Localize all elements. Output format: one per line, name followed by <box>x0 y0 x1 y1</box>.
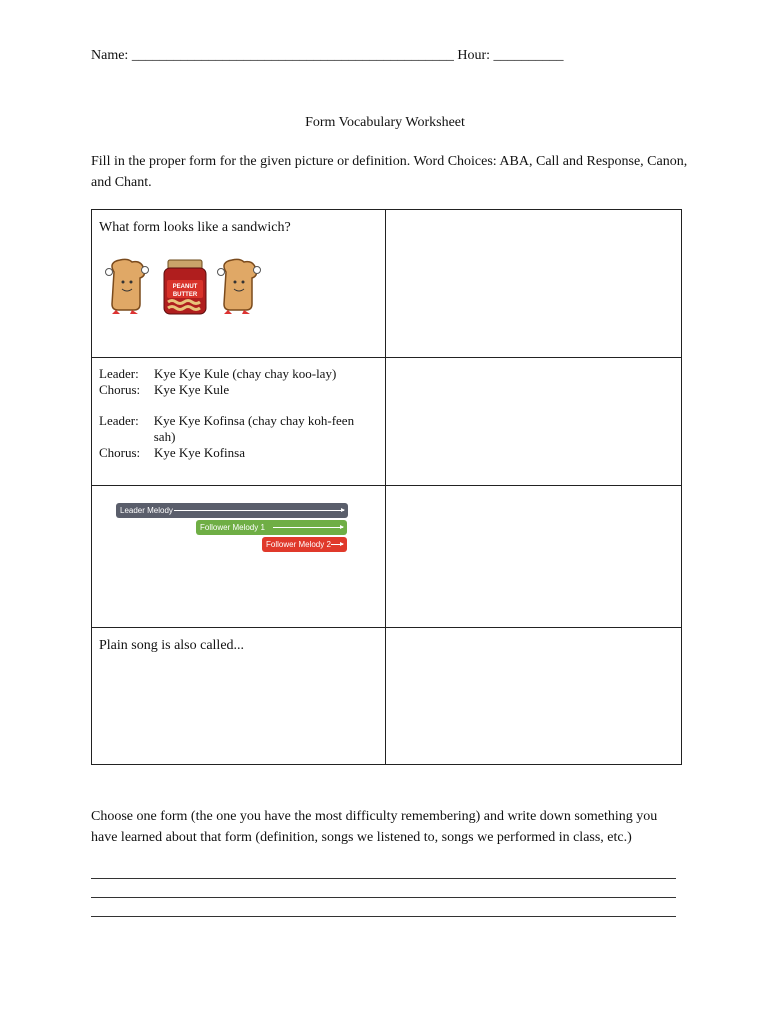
hour-blank[interactable]: __________ <box>493 48 564 63</box>
lyric-role: Leader: <box>99 366 139 381</box>
jar-label-line1: PEANUT <box>172 284 198 290</box>
reflection-prompt: Choose one form (the one you have the most difficulty remembering) and write down something you have learned about that form (definition, songs we listened to, songs we performed in class, etc.) <box>91 809 658 845</box>
lyric-text: Kye Kye Kule <box>154 382 230 397</box>
arrow-icon <box>273 527 343 528</box>
hour-label: Hour: <box>457 48 490 63</box>
answer-cell-1[interactable] <box>386 210 682 358</box>
jar-label-line2: BUTTER <box>172 292 198 298</box>
lyrics-block <box>92 358 385 469</box>
instructions: Fill in the proper form for the given picture or definition. Word Choices: ABA, Call and Response, Canon, and Chant. <box>91 154 688 190</box>
answer-line[interactable] <box>91 878 676 879</box>
header-line <box>91 48 564 64</box>
leader-melody-bar <box>116 503 348 518</box>
plain-song-question: Plain song is also called... <box>99 638 245 653</box>
lyric-line <box>99 445 378 461</box>
question-cell-melodies <box>92 486 386 628</box>
name-label: Name: <box>91 48 129 63</box>
question-cell-plain-song <box>92 628 386 765</box>
question-table <box>91 209 682 765</box>
melody-label: Follower Melody 2 <box>266 540 331 549</box>
table-row <box>92 358 682 486</box>
lyric-role: Chorus: <box>99 382 141 397</box>
name-blank[interactable]: ______________________________________________ <box>131 48 454 63</box>
question-cell-lyrics <box>92 358 386 486</box>
lyric-role: Chorus: <box>99 445 141 460</box>
melody-label: Leader Melody <box>120 506 173 515</box>
follower-melody-1-bar <box>196 520 347 535</box>
bread-icon <box>218 259 261 314</box>
answer-cell-2[interactable] <box>386 358 682 486</box>
answer-cell-4[interactable] <box>386 628 682 765</box>
lyric-line <box>99 366 378 382</box>
melody-label: Follower Melody 1 <box>200 523 265 532</box>
table-row <box>92 486 682 628</box>
lyric-line <box>99 413 378 445</box>
worksheet-title: Form Vocabulary Worksheet <box>305 115 465 130</box>
sandwich-question: What form looks like a sandwich? <box>99 220 291 235</box>
lyric-line <box>99 382 378 398</box>
answer-line[interactable] <box>91 897 676 898</box>
sandwich-illustration <box>102 258 267 316</box>
answer-line[interactable] <box>91 916 676 917</box>
peanut-butter-jar-icon <box>164 260 206 314</box>
arrow-icon <box>174 510 344 511</box>
lyric-text: Kye Kye Kofinsa (chay chay koh-feen sah) <box>153 413 355 444</box>
question-cell-sandwich <box>92 210 386 358</box>
table-row <box>92 210 682 358</box>
follower-melody-2-bar <box>262 537 347 552</box>
bread-icon <box>106 259 149 314</box>
table-row <box>92 628 682 765</box>
arrow-icon <box>331 544 343 545</box>
lyric-text: Kye Kye Kule (chay chay koo-lay) <box>154 366 337 381</box>
lyric-text: Kye Kye Kofinsa <box>154 445 245 460</box>
answer-cell-3[interactable] <box>386 486 682 628</box>
lyric-role: Leader: <box>99 413 139 428</box>
